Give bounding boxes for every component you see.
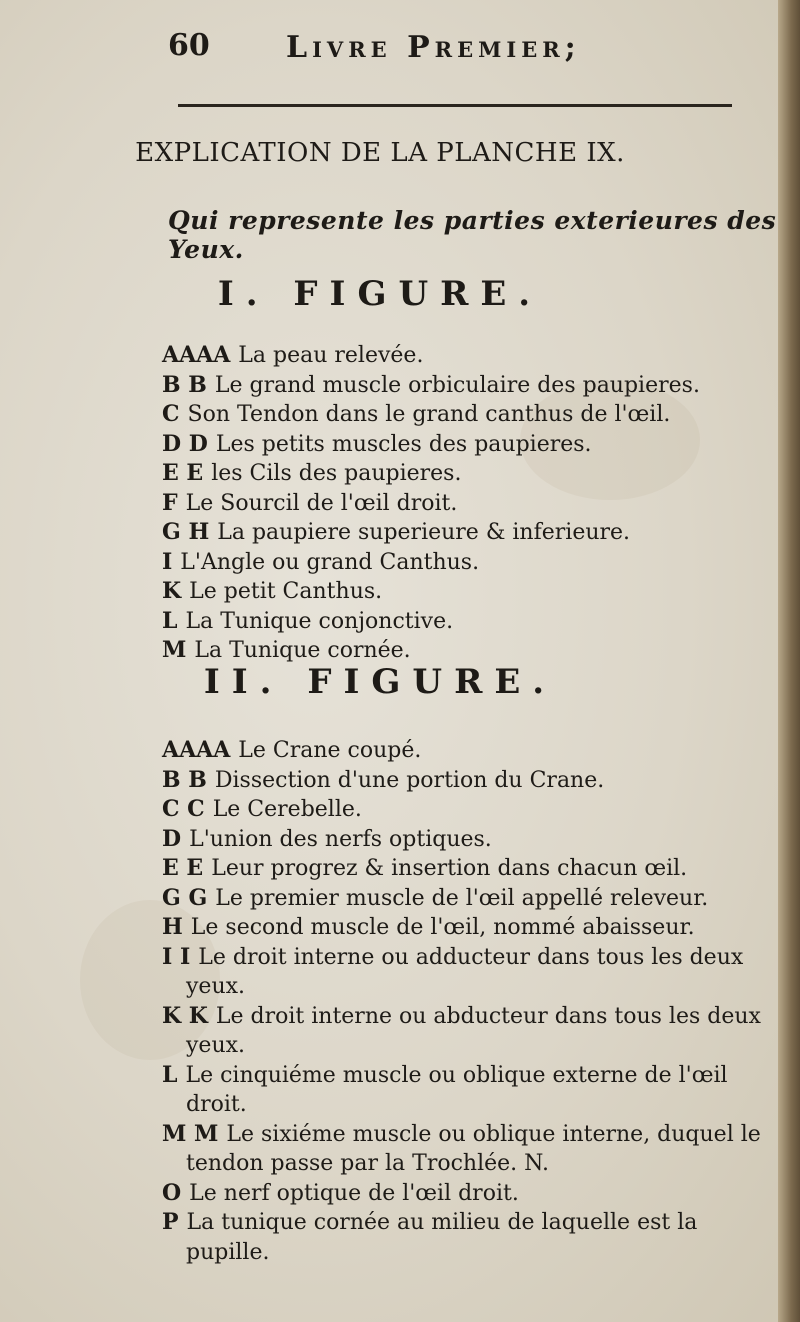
legend-item [162, 489, 762, 519]
legend-item [162, 766, 762, 796]
legend-key: F [162, 489, 178, 516]
legend-key: K K [162, 1002, 208, 1029]
legend-text: Le cinquiéme muscle ou oblique externe de l'œil droit. [185, 1062, 728, 1117]
legend-key: H [162, 914, 183, 940]
legend-key: G H [162, 519, 210, 545]
legend-key: M [162, 637, 187, 663]
legend-text: Le Sourcil de l'œil droit. [185, 490, 458, 516]
legend-key: G G [162, 884, 208, 911]
legend-item [162, 607, 762, 637]
legend-key: C C [162, 796, 205, 822]
legend-key: M M [162, 1120, 219, 1147]
legend-key: E E [162, 855, 204, 881]
legend-text: La peau relevée. [238, 343, 424, 368]
legend-key: P [162, 1209, 179, 1235]
legend-item [162, 341, 762, 371]
legend-item [162, 1179, 762, 1209]
legend-item [162, 400, 762, 430]
legend-text: Leur progrez & insertion dans chacun œil. [211, 856, 688, 881]
legend-key: B B [162, 766, 207, 793]
legend-item [162, 913, 762, 943]
legend-text: L'union des nerfs optiques. [189, 826, 492, 852]
legend-key: D [162, 825, 182, 852]
legend-text: les Cils des paupieres. [211, 461, 462, 486]
figure-2-heading: II. FIGURE. [203, 662, 557, 702]
legend-text: La Tunique cornée. [194, 638, 411, 663]
legend-item [162, 518, 762, 548]
legend-text: Le petit Canthus. [189, 579, 383, 604]
legend-item [162, 459, 762, 489]
legend-item [162, 736, 762, 766]
legend-text: Le Crane coupé. [238, 738, 422, 763]
legend-key: L [162, 1061, 178, 1088]
legend-key: E E [162, 460, 204, 486]
legend-key: I [162, 548, 173, 575]
book-spine-edge [778, 0, 800, 1322]
legend-item [162, 943, 762, 1002]
legend-item [162, 430, 762, 460]
legend-text: Le sixiéme muscle ou oblique interne, duquel le tendon passe par la Trochlée. N. [186, 1121, 761, 1176]
legend-item [162, 577, 762, 607]
running-title: Livre Premier; [286, 30, 581, 65]
header-rule [178, 104, 732, 107]
legend-key: AAAA [162, 737, 231, 763]
section-subtitle: Qui represente les parties exterieures des Yeux. [168, 206, 777, 264]
legend-item [162, 1061, 762, 1120]
legend-text: Les petits muscles des paupieres. [215, 431, 592, 457]
section-title: EXPLICATION DE LA PLANCHE IX. [135, 138, 625, 168]
legend-text: Son Tendon dans le grand canthus de l'œil. [187, 402, 671, 427]
legend-item [162, 795, 762, 825]
figure-1-legend [162, 341, 762, 666]
legend-text: Le droit interne ou abducteur dans tous les deux yeux. [186, 1003, 761, 1058]
legend-item [162, 1120, 762, 1179]
legend-item [162, 1002, 762, 1061]
legend-text: La paupiere superieure & inferieure. [217, 520, 631, 545]
figure-1-heading: I. FIGURE. [217, 274, 543, 314]
legend-item [162, 825, 762, 855]
page-number: 60 [168, 28, 210, 63]
legend-text: Dissection d'une portion du Crane. [214, 767, 605, 793]
legend-key: I I [162, 943, 191, 970]
legend-item [162, 854, 762, 884]
legend-key: O [162, 1179, 182, 1206]
legend-item [162, 371, 762, 401]
legend-item [162, 1208, 762, 1267]
legend-key: B B [162, 371, 207, 398]
legend-key: K [162, 578, 182, 604]
running-header [168, 28, 728, 74]
legend-text: La Tunique conjonctive. [185, 608, 454, 634]
legend-item [162, 884, 762, 914]
legend-text: Le Cerebelle. [212, 797, 362, 822]
legend-text: L'Angle ou grand Canthus. [180, 549, 480, 575]
legend-key: L [162, 607, 178, 634]
legend-item [162, 548, 762, 578]
legend-key: D D [162, 430, 208, 457]
legend-text: Le second muscle de l'œil, nommé abaisseur. [190, 915, 695, 940]
legend-key: AAAA [162, 342, 231, 368]
legend-text: Le premier muscle de l'œil appellé releveur. [215, 885, 709, 911]
legend-text: Le droit interne ou adducteur dans tous les deux yeux. [186, 944, 744, 999]
legend-key: C [162, 401, 180, 427]
legend-text: Le grand muscle orbiculaire des paupieres. [214, 372, 700, 398]
legend-text: Le nerf optique de l'œil droit. [189, 1180, 519, 1206]
legend-text: La tunique cornée au milieu de laquelle est la pupille. [186, 1210, 698, 1265]
figure-2-legend [162, 736, 762, 1267]
